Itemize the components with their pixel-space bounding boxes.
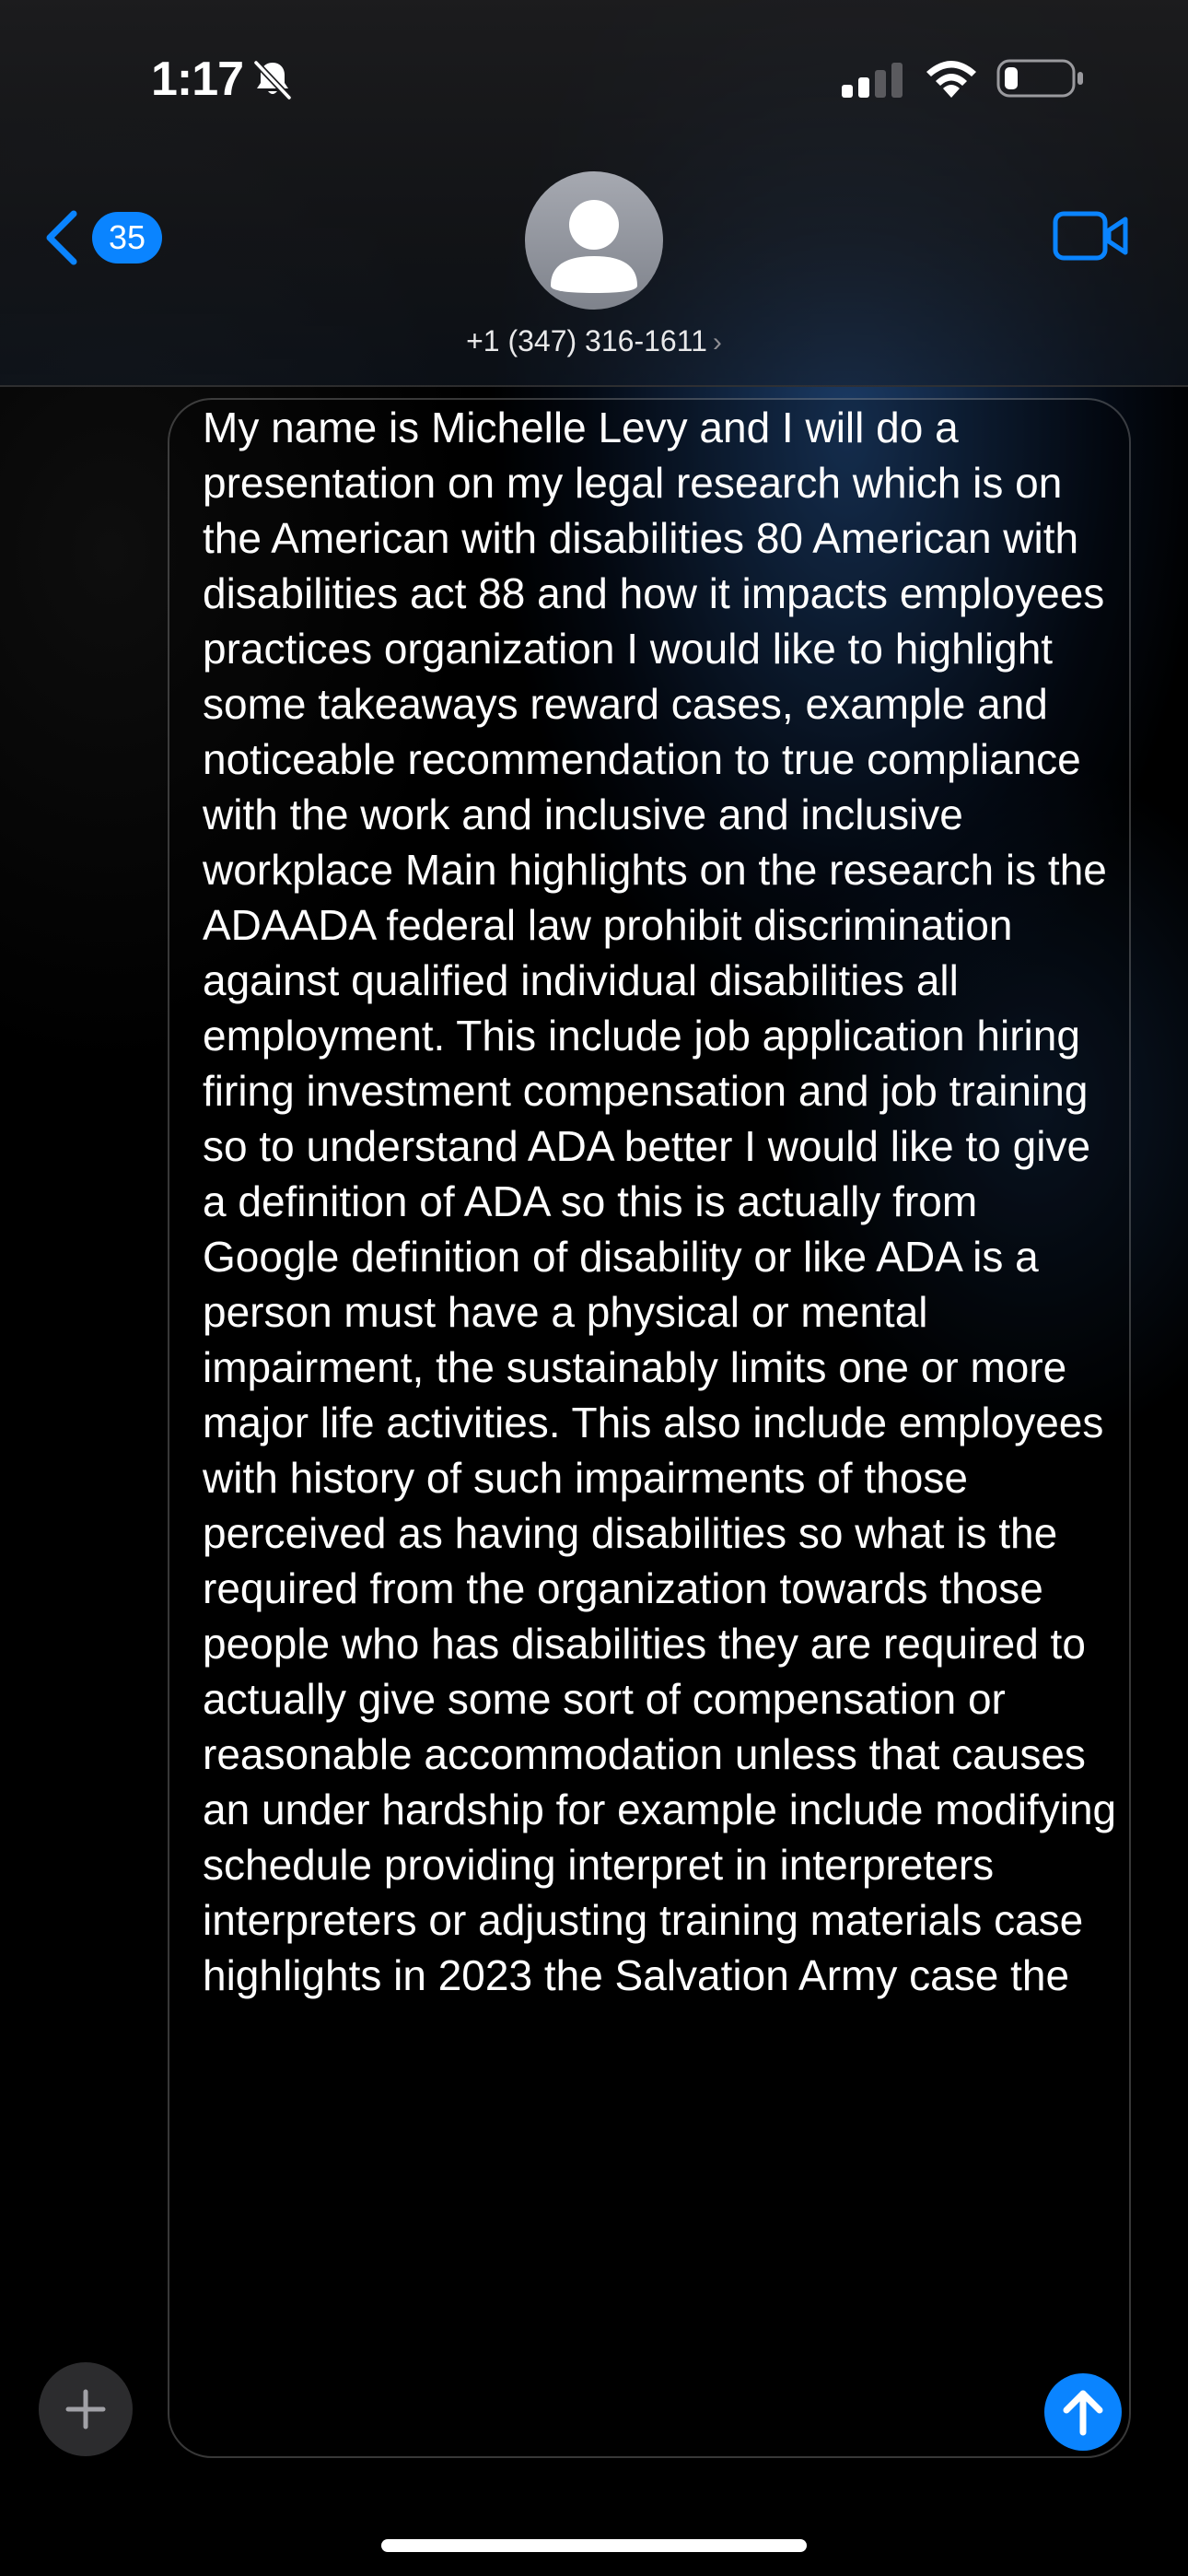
conversation-header: [0, 0, 1188, 387]
contact-number: +1 (347) 316-1611: [466, 324, 707, 357]
battery-low-icon: [996, 57, 1085, 100]
plus-icon: [39, 2362, 133, 2456]
unread-count-badge: 35: [92, 212, 162, 263]
status-time: 1:17: [151, 53, 244, 106]
person-silhouette-icon: [525, 171, 663, 310]
contact-number-button[interactable]: [0, 324, 1188, 358]
home-indicator[interactable]: [381, 2539, 807, 2552]
chevron-left-icon: [42, 208, 81, 267]
compose-text[interactable]: My name is Michelle Levy and I will do a presentation on my legal research which is on the American with disabilities 80 American with disabilities act 88 and how it impacts employees practices organization I would like to highlight some takeaways reward cases, example and noticeable recommendation to true compliance with the work and inclusive and inclusive workplace Main highlights on the research is the ADAADA federal law prohibit discrimination against qualified individual disabilities all employment. This include job application hiring firing investment compensation and job training so to understand ADA better I would like to give a definition of ADA so this is actually from Google definition of disability or like ADA is a person must have a physical or mental impairment, the sustainably limits one or more major life activities. This also include employees with history of such impairments of those perceived as having disabilities so what is the required from the organization towards those people who has disabilities they are required to actually give some sort of compensation or reasonable accommodation unless that causes an under hardship for example include modifying schedule providing interpret in interpreters interpreters or adjusting training materials case highlights in 2023 the Salvation Army case the: [203, 404, 1117, 1999]
back-button[interactable]: [42, 205, 171, 269]
send-button[interactable]: [1044, 2373, 1122, 2451]
bell-slash-icon: [250, 57, 295, 101]
video-camera-icon[interactable]: [1052, 208, 1129, 263]
arrow-up-icon: [1044, 2373, 1122, 2451]
chevron-right-icon: ›: [712, 327, 722, 357]
cellular-signal-icon: [840, 61, 904, 100]
message-compose-field[interactable]: [168, 398, 1131, 2458]
add-attachment-button[interactable]: [39, 2362, 133, 2456]
wifi-icon: [923, 57, 980, 100]
contact-avatar[interactable]: [525, 171, 663, 310]
